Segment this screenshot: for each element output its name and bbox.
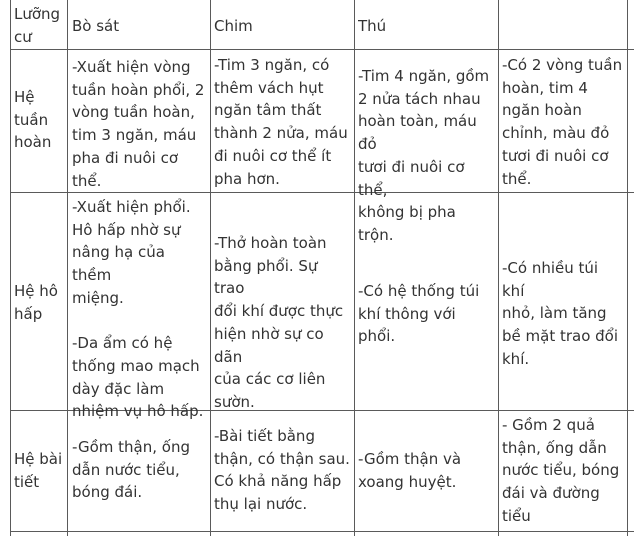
row-label: Hệ hô hấp [14, 282, 58, 323]
table-cell: -Có hệ thống túi khí thông với phổi. [358, 282, 480, 346]
table-cell: -Có 2 vòng tuần hoàn, tim 4 ngăn hoàn chỉnh, màu đỏ tươi đi nuôi cơ thể. [502, 56, 623, 188]
table-cell: -Xuất hiện vòng tuần hoàn phổi, 2 vòng tuần hoàn, tim 3 ngăn, máu pha đi nuôi cơ thể. [72, 58, 205, 190]
table-cell: -Gồm thận và xoang huyệt. [358, 450, 462, 491]
table-border [498, 0, 499, 536]
table-border [67, 0, 68, 536]
header-cell: Chim [214, 17, 253, 35]
table-cell: -Bài tiết bằng thận, có thận sau. Có khả năng hấp thụ lại nước. [214, 427, 350, 514]
table-cell: -Xuất hiện phổi. Hô hấp nhờ sự nâng hạ của thềm miệng. -Da ẩm có hệ thống mao mạch dày đặc làm nhiệm vụ hô hấp. [72, 198, 204, 421]
table-border [10, 0, 11, 536]
table-cell: -Tim 4 ngăn, gồm 2 nửa tách nhau hoàn toàn, máu đỏ tươi đi nuôi cơ thể, không bị pha trộn. [358, 67, 490, 244]
table-cell: - Gồm 2 quả thận, ống dẫn nước tiểu, bóng đái và đường tiểu [502, 416, 620, 525]
table-border [210, 0, 211, 536]
table-cell: -Thở hoàn toàn bằng phổi. Sự trao đổi khí được thực hiện nhờ sự co dãn của các cơ liên sườn. [214, 234, 344, 411]
row-label: Hệ tuần hoàn [14, 88, 52, 152]
table-border [354, 0, 355, 536]
header-cell: Thú [358, 17, 387, 35]
table-border [10, 49, 634, 50]
table-cell: -Gồm thận, ống dẫn nước tiểu, bóng đái. [72, 438, 190, 502]
header-cell: Lưỡng cư [14, 5, 61, 46]
header-cell: Bò sát [72, 17, 120, 35]
table-cell: -Tim 3 ngăn, có thêm vách hụt ngăn tâm thất thành 2 nửa, máu đi nuôi cơ thể ít pha hơn. [214, 56, 348, 188]
row-label: Hệ bài tiết [14, 450, 63, 491]
table-cell: -Có nhiều túi khí nhỏ, làm tăng bề mặt trao đổi khí. [502, 259, 619, 368]
table-border [627, 0, 628, 536]
table-border [10, 531, 634, 532]
